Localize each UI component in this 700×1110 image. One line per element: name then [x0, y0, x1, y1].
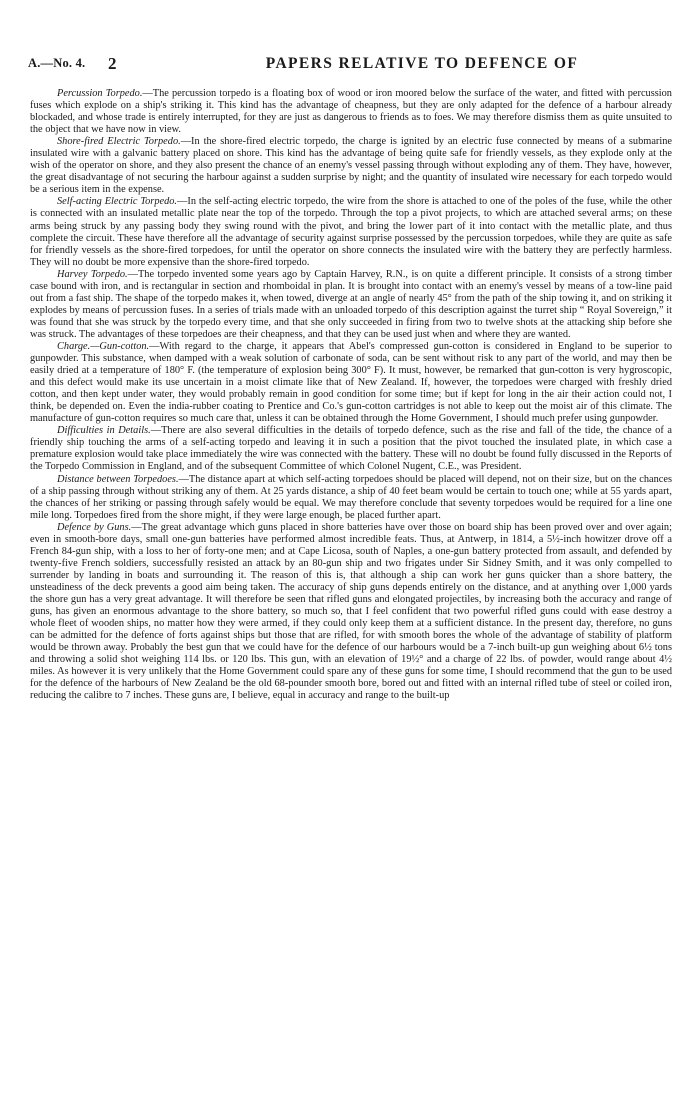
- paragraph-harvey-torpedo: [30, 269, 672, 341]
- paragraph-text: —The great advantage which guns placed in shore batteries have over those on board ship has been proved over and over again; even in smooth-bore days, small one-gun batteries have performed almost incredible feats. Thus, at Antwerp, in 1814, a 5½-inch howitzer drove off a French 84-gun ship, with a loss to her of forty-one men; and at Cape Licosa, south of Naples, a one-gun battery protected from assault, and defended by twenty-five French soldiers, successfully resisted an attack by an 80-gun ship and two frigates under Sir Sidney Smith, and it was only compelled to surrender by landing in boats and surrounding it. The reason of this is, that although a ship can work her guns quicker than a shore battery, the unsteadiness of the deck prevents a good aim being taken. The accuracy of ship guns depends entirely on the distance, and at anything over 1,000 yards the shore gun has a very great advantage. It will therefore be seen that rifled guns and elongated projectiles, by increasing both the accuracy and range of guns, has given an enormous advantage to the shore battery, so much so, that I feel confident that two powerful rifled guns could with ease destroy a whole fleet of wooden ships, no matter how they were armed, if they could only keep them at a sufficient distance. In the present day, therefore, no guns can be admitted for the defence of forts against ships but those that are rifled, for with smooth bores the whole of the advantage of stability of platform would be thrown away. Probably the best gun that we could have for the defence of our harbours would be a 7-inch built-up gun weighing about 6½ tons and throwing a solid shot weighing 114 lbs. or 120 lbs. This gun, with an elevation of 19½° and a charge of 22 lbs. of powder, would range about 4½ miles. As however it is very unlikely that the Home Government could spare any of these guns for some time, I should recommend that the gun to be used for the defence of the harbours of New Zealand be the old 68-pounder smooth bore, bored out and fitted with an internal rifled tube of steel or coiled iron, reducing the calibre to 7 inches. These guns are, I believe, equal in accuracy and range to the built-up: [30, 521, 672, 702]
- paragraph-title: Harvey Torpedo.: [57, 268, 128, 280]
- paragraph-text: —With regard to the charge, it appears that Abel's compressed gun-cotton is considered in England to be superior to gunpowder. This substance, when damped with a weak solution of carbonate of soda, can be sent without risk to any part of the world, and may then be easily dried at a temperature of 180° F. (the temperature of explosion being 300° F). It must, however, be remarked that gun-cotton is very hygroscopic, and this defect would make its use uncertain in a moist climate like that of New Zealand. If, however, the torpedoes were charged with freshly dried cotton, and then kept under water, they would probably remain in good condition for some time; but if kept for long in the air their action could not, I think, be depended on. Even the india-rubber coating to Prentice and Co.'s gun-cotton cartridges is not able to keep out the moist air of this climate. The manufacture of gun-cotton requires so much care that, unless it can be obtained through the Home Government, I should much prefer using gunpowder.: [30, 340, 672, 425]
- paragraph-text: —The distance apart at which self-acting torpedoes should be placed will depend, not on their size, but on the chances of a ship passing through without striking any of them. At 25 yards distance, a ship of 40 feet beam would be certain to touch one; while at 55 yards apart, the chances of her striking or passing through safely would be equal. We may therefore conclude that seventy torpedoes would be required for a line one mile long. Torpedoes fired from the shore might, if they were large enough, be placed further apart.: [30, 473, 673, 521]
- paragraph-difficulties: [30, 425, 672, 473]
- paragraph-title: Distance between Torpedoes.: [57, 473, 179, 485]
- paragraph-distance-between-torpedoes: [30, 474, 672, 522]
- page-number: 2: [108, 54, 117, 73]
- paragraph-title: Shore-fired Electric Torpedo.: [57, 136, 181, 148]
- paragraph-text: —In the self-acting electric torpedo, the wire from the shore is attached to one of the poles of the fuse, while the other is connected with an insulated metallic plate near the top of the torpedo. Through the top a pivot projects, to which are attached several arms; on these arms being struck by any passing body they swing round with the pivot, and bring the lower part of it into contact with the metallic plate, and thus complete the circuit. These have therefore all the advantage of security against surprise possessed by the percussion torpedoes, while they are quite as safe for friendly vessels as the shore-fired torpedoes, for until the operator on shore connects the insulated wire with the battery they are perfectly harmless. They will no doubt be more expensive than the shore-fired torpedo.: [30, 196, 672, 268]
- paragraph-title: Difficulties in Details.: [57, 425, 151, 437]
- paragraph-percussion-torpedo: [30, 88, 672, 136]
- paragraph-shore-fired-torpedo: [30, 136, 672, 196]
- paragraph-self-acting-torpedo: [30, 196, 672, 268]
- page-header: [28, 56, 676, 76]
- document-reference: A.—No. 4.: [28, 56, 86, 70]
- paragraph-title: Defence by Guns.: [57, 521, 132, 533]
- paragraph-text: —There are also several difficulties in the details of torpedo defence, such as the rise and fall of the tide, the chance of a friendly ship touching the arms of a self-acting torpedo and leaving it in such a position that the pivot touched the insulated plate, in which case a premature explosion would take place immediately the wire was connected with the battery. These will no doubt be found fully discussed in the Reports of the Torpedo Commission in England, and of the subsequent Committee of which Colonel Nugent, C.E., was President.: [30, 425, 672, 473]
- paragraph-charge-gun-cotton: [30, 341, 672, 425]
- paragraph-defence-by-guns: [30, 522, 672, 703]
- paragraph-text: —In the shore-fired electric torpedo, the charge is ignited by an electric fuse connected by means of a submarine insulated wire with a galvanic battery placed on shore. This kind has the advantage of being quite safe for friendly vessels, as they explode only at the wish of the operator on shore, and they also present the chance of an enemy's vessel passing through without exploding any of them. They have, however, the great disadvantage of not securing the harbour against a sudden surprise by night; and the quantity of insulated wire necessary for each torpedo would be a serious item in the expense.: [30, 136, 672, 196]
- running-title: PAPERS RELATIVE TO DEFENCE OF: [265, 55, 579, 72]
- paragraph-title: Charge.—Gun-cotton.: [57, 340, 150, 352]
- paragraph-title: Self-acting Electric Torpedo.: [57, 196, 178, 208]
- paragraph-title: Percussion Torpedo.: [57, 88, 143, 99]
- paragraph-text: —The percussion torpedo is a floating box of wood or iron moored below the surface of the water, and fitted with percussion fuses which explode on a ship's striking it. This kind has the advantage of cheapness, but they are only adapted for the defence of a harbour already blockaded, and whose trade is entirely interrupted, for they are just as dangerous to friends as to foes. We may therefore dismiss them as quite unsuited to the object that we have now in view.: [30, 88, 672, 136]
- body-text: [30, 88, 672, 702]
- paragraph-text: —The torpedo invented some years ago by Captain Harvey, R.N., is on quite a different principle. It consists of a strong timber case bound with iron, and is rectangular in section and rhomboidal in plan. It is brought into contact with an enemy's vessel by means of a tow-line paid out from a fast ship. The shape of the torpedo makes it, when towed, diverge at an angle of nearly 45° from the path of the ship towing it, and on striking it explodes by means of percussion fuses. In a series of trials made with an unloaded torpedo of this description against the turret ship “ Royal Sovereign,” it was found that she was struck by the torpedo every time, and that she only succeeded in firing from two to twelve shots at the attacking ship before she was struck. The advantages of these torpedoes are their cheapness, and that they can be used just when and where they are wanted.: [30, 268, 673, 340]
